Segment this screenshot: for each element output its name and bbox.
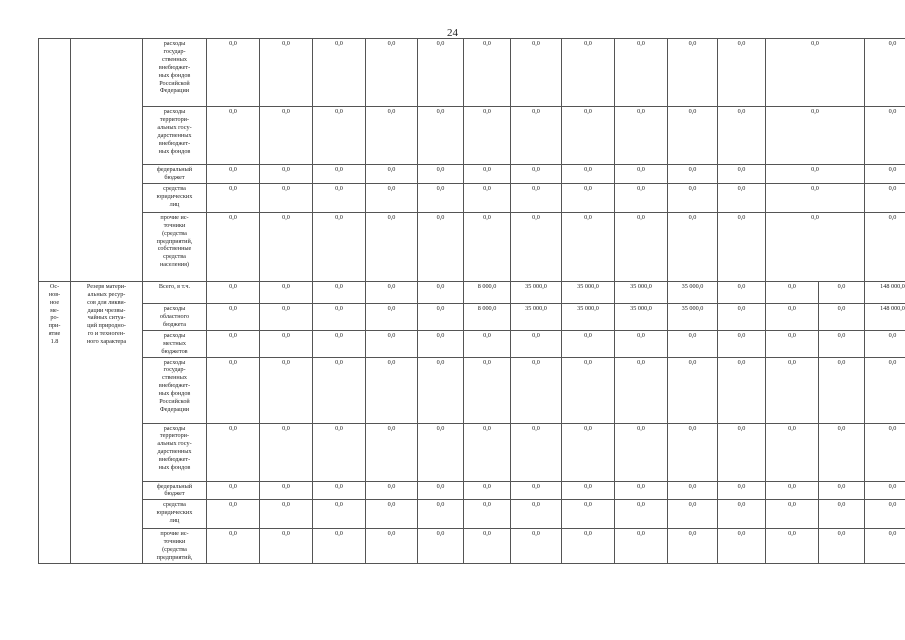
value-cell: 0,0 [418, 183, 464, 212]
value-cell: 0,0 [766, 107, 865, 165]
value-cell: 0,0 [562, 500, 615, 529]
value-cell: 0,0 [207, 183, 260, 212]
value-cell: 0,0 [313, 303, 366, 330]
page-number: 24 [447, 27, 458, 39]
value-cell: 0,0 [464, 39, 511, 107]
value-cell: 0,0 [511, 107, 562, 165]
value-cell: 0,0 [819, 423, 865, 481]
value-cell: 0,0 [718, 357, 766, 423]
funding-source: федеральный бюджет [143, 165, 207, 184]
value-cell: 0,0 [313, 107, 366, 165]
funding-source: федеральный бюджет [143, 481, 207, 500]
value-cell: 0,0 [464, 183, 511, 212]
value-cell: 0,0 [464, 107, 511, 165]
value-cell: 0,0 [366, 481, 418, 500]
value-cell: 0,0 [819, 303, 865, 330]
value-cell: 0,0 [260, 481, 313, 500]
value-cell: 0,0 [418, 107, 464, 165]
value-cell: 0,0 [668, 529, 718, 564]
value-cell: 0,0 [766, 303, 819, 330]
table-row [39, 39, 905, 107]
value-cell: 0,0 [562, 529, 615, 564]
value-cell: 0,0 [418, 330, 464, 357]
funding-source: средства юридических лиц [143, 183, 207, 212]
funding-source: расходы областного бюджета [143, 303, 207, 330]
activity-name: Резерв матери- альных ресур- сов для ликви- дации чрезвы- чайных ситуа- ций природно- го и техноген- ного характера [71, 281, 143, 563]
value-cell: 0,0 [819, 281, 865, 303]
value-cell: 0,0 [366, 423, 418, 481]
value-cell: 0,0 [418, 303, 464, 330]
value-cell: 0,0 [366, 39, 418, 107]
value-cell: 35 000,0 [511, 281, 562, 303]
value-cell: 148 000,0 [865, 303, 905, 330]
value-cell: 0,0 [313, 423, 366, 481]
value-cell: 0,0 [562, 330, 615, 357]
table-row [39, 529, 905, 564]
value-cell: 0,0 [865, 529, 905, 564]
value-cell: 0,0 [718, 39, 766, 107]
value-cell: 0,0 [718, 212, 766, 281]
value-cell: 0,0 [766, 330, 819, 357]
value-cell: 0,0 [418, 481, 464, 500]
value-cell: 0,0 [718, 281, 766, 303]
value-cell: 0,0 [562, 165, 615, 184]
value-cell: 0,0 [615, 423, 668, 481]
value-cell: 0,0 [366, 165, 418, 184]
activity-label: Ос- нов- ное ме- ро- при- ятие 1.8 [39, 281, 71, 563]
value-cell: 0,0 [260, 39, 313, 107]
value-cell: 0,0 [511, 357, 562, 423]
value-cell: 0,0 [718, 500, 766, 529]
value-cell: 0,0 [464, 500, 511, 529]
value-cell: 0,0 [819, 481, 865, 500]
table-row [39, 423, 905, 481]
value-cell: 0,0 [766, 212, 865, 281]
value-cell: 0,0 [865, 357, 905, 423]
value-cell: 0,0 [668, 330, 718, 357]
value-cell: 0,0 [668, 39, 718, 107]
table-row [39, 281, 905, 303]
value-cell: 0,0 [865, 165, 905, 184]
value-cell: 0,0 [418, 529, 464, 564]
value-cell: 0,0 [260, 165, 313, 184]
value-cell: 148 000,0 [865, 281, 905, 303]
value-cell: 0,0 [207, 529, 260, 564]
funding-source: расходы местных бюджетов [143, 330, 207, 357]
value-cell: 0,0 [562, 423, 615, 481]
funding-source: расходы государ- ственных внебюджет- ных фондов Российской Федерации [143, 39, 207, 107]
value-cell: 0,0 [668, 500, 718, 529]
value-cell: 0,0 [819, 500, 865, 529]
value-cell: 0,0 [366, 529, 418, 564]
table-row [39, 165, 905, 184]
value-cell: 0,0 [615, 481, 668, 500]
value-cell: 0,0 [464, 481, 511, 500]
value-cell: 0,0 [313, 39, 366, 107]
label-cell [39, 39, 71, 282]
value-cell: 0,0 [260, 212, 313, 281]
value-cell: 0,0 [260, 107, 313, 165]
value-cell: 0,0 [615, 330, 668, 357]
value-cell: 0,0 [418, 500, 464, 529]
name-cell [71, 39, 143, 282]
value-cell: 35 000,0 [511, 303, 562, 330]
value-cell: 0,0 [260, 357, 313, 423]
table-row [39, 107, 905, 165]
value-cell: 0,0 [313, 281, 366, 303]
value-cell: 35 000,0 [668, 281, 718, 303]
table-row [39, 357, 905, 423]
value-cell: 0,0 [766, 183, 865, 212]
value-cell: 8 000,0 [464, 303, 511, 330]
value-cell: 0,0 [766, 39, 865, 107]
value-cell: 0,0 [615, 165, 668, 184]
funding-source: расходы государ- ственных внебюджет- ных фондов Российской Федерации [143, 357, 207, 423]
value-cell: 0,0 [366, 107, 418, 165]
value-cell: 0,0 [511, 165, 562, 184]
value-cell: 0,0 [511, 330, 562, 357]
value-cell: 0,0 [668, 165, 718, 184]
value-cell: 0,0 [615, 529, 668, 564]
value-cell: 0,0 [668, 423, 718, 481]
value-cell: 0,0 [260, 281, 313, 303]
value-cell: 0,0 [562, 212, 615, 281]
value-cell: 0,0 [464, 529, 511, 564]
table-row [39, 303, 905, 330]
value-cell: 0,0 [366, 281, 418, 303]
value-cell: 0,0 [718, 330, 766, 357]
value-cell: 0,0 [668, 481, 718, 500]
value-cell: 0,0 [615, 39, 668, 107]
value-cell: 0,0 [718, 107, 766, 165]
value-cell: 0,0 [819, 330, 865, 357]
value-cell: 35 000,0 [562, 303, 615, 330]
value-cell: 0,0 [718, 423, 766, 481]
value-cell: 0,0 [819, 357, 865, 423]
value-cell: 0,0 [615, 500, 668, 529]
value-cell: 0,0 [511, 500, 562, 529]
value-cell: 0,0 [718, 165, 766, 184]
value-cell: 0,0 [366, 330, 418, 357]
value-cell: 0,0 [718, 529, 766, 564]
value-cell: 0,0 [418, 357, 464, 423]
value-cell: 0,0 [207, 357, 260, 423]
table-row [39, 183, 905, 212]
value-cell: 0,0 [313, 183, 366, 212]
value-cell: 0,0 [562, 481, 615, 500]
value-cell: 0,0 [313, 330, 366, 357]
value-cell: 0,0 [366, 357, 418, 423]
value-cell: 0,0 [366, 500, 418, 529]
value-cell: 0,0 [260, 423, 313, 481]
table-row [39, 500, 905, 529]
value-cell: 0,0 [562, 39, 615, 107]
value-cell: 0,0 [865, 107, 905, 165]
value-cell: 0,0 [260, 500, 313, 529]
value-cell: 0,0 [366, 183, 418, 212]
funding-source: расходы территори- альных госу- дарственных внебюджет- ных фондов [143, 423, 207, 481]
table-row [39, 330, 905, 357]
value-cell: 0,0 [562, 183, 615, 212]
value-cell: 0,0 [865, 212, 905, 281]
value-cell: 0,0 [464, 357, 511, 423]
value-cell: 0,0 [464, 330, 511, 357]
value-cell: 0,0 [207, 212, 260, 281]
value-cell: 0,0 [260, 330, 313, 357]
value-cell: 0,0 [718, 303, 766, 330]
table-row [39, 212, 905, 281]
value-cell: 0,0 [418, 423, 464, 481]
value-cell: 0,0 [865, 183, 905, 212]
value-cell: 0,0 [260, 183, 313, 212]
value-cell: 0,0 [511, 39, 562, 107]
value-cell: 0,0 [668, 183, 718, 212]
value-cell: 0,0 [418, 281, 464, 303]
value-cell: 0,0 [766, 500, 819, 529]
value-cell: 0,0 [207, 500, 260, 529]
value-cell: 0,0 [668, 107, 718, 165]
value-cell: 0,0 [511, 212, 562, 281]
value-cell: 0,0 [865, 481, 905, 500]
value-cell: 0,0 [511, 183, 562, 212]
value-cell: 0,0 [562, 357, 615, 423]
value-cell: 35 000,0 [562, 281, 615, 303]
value-cell: 0,0 [865, 330, 905, 357]
value-cell: 0,0 [207, 423, 260, 481]
value-cell: 0,0 [718, 183, 766, 212]
value-cell: 0,0 [865, 423, 905, 481]
value-cell: 0,0 [668, 357, 718, 423]
value-cell: 0,0 [865, 39, 905, 107]
value-cell: 0,0 [615, 357, 668, 423]
value-cell: 0,0 [260, 303, 313, 330]
value-cell: 0,0 [207, 303, 260, 330]
value-cell: 0,0 [865, 500, 905, 529]
value-cell: 35 000,0 [668, 303, 718, 330]
value-cell: 0,0 [366, 212, 418, 281]
value-cell: 0,0 [511, 481, 562, 500]
value-cell: 0,0 [766, 165, 865, 184]
value-cell: 0,0 [418, 165, 464, 184]
value-cell: 0,0 [615, 212, 668, 281]
value-cell: 0,0 [313, 529, 366, 564]
value-cell: 0,0 [313, 212, 366, 281]
value-cell: 0,0 [207, 165, 260, 184]
value-cell: 0,0 [615, 107, 668, 165]
value-cell: 0,0 [207, 481, 260, 500]
value-cell: 0,0 [418, 39, 464, 107]
value-cell: 0,0 [668, 212, 718, 281]
value-cell: 0,0 [511, 423, 562, 481]
value-cell: 0,0 [464, 165, 511, 184]
value-cell: 0,0 [207, 39, 260, 107]
value-cell: 0,0 [766, 481, 819, 500]
funding-source: расходы территори- альных госу- дарственных внебюджет- ных фондов [143, 107, 207, 165]
value-cell: 0,0 [313, 165, 366, 184]
value-cell: 0,0 [562, 107, 615, 165]
value-cell: 0,0 [366, 303, 418, 330]
value-cell: 35 000,0 [615, 303, 668, 330]
value-cell: 0,0 [766, 281, 819, 303]
value-cell: 35 000,0 [615, 281, 668, 303]
funding-source: Всего, в т.ч. [143, 281, 207, 303]
value-cell: 0,0 [766, 529, 819, 564]
value-cell: 0,0 [418, 212, 464, 281]
value-cell: 0,0 [819, 529, 865, 564]
value-cell: 0,0 [260, 529, 313, 564]
value-cell: 0,0 [207, 330, 260, 357]
funding-source: прочие ис- точники (средства предприятий, собственные средства населения) [143, 212, 207, 281]
funding-source: прочие ис- точники (средства предприятий, [143, 529, 207, 564]
funding-source: средства юридических лиц [143, 500, 207, 529]
value-cell: 0,0 [207, 107, 260, 165]
value-cell: 0,0 [766, 423, 819, 481]
value-cell: 0,0 [207, 281, 260, 303]
value-cell: 0,0 [464, 423, 511, 481]
budget-table [38, 38, 905, 564]
value-cell: 0,0 [766, 357, 819, 423]
value-cell: 0,0 [615, 183, 668, 212]
value-cell: 8 000,0 [464, 281, 511, 303]
value-cell: 0,0 [313, 481, 366, 500]
table-row [39, 481, 905, 500]
value-cell: 0,0 [313, 500, 366, 529]
value-cell: 0,0 [718, 481, 766, 500]
value-cell: 0,0 [464, 212, 511, 281]
value-cell: 0,0 [313, 357, 366, 423]
value-cell: 0,0 [511, 529, 562, 564]
